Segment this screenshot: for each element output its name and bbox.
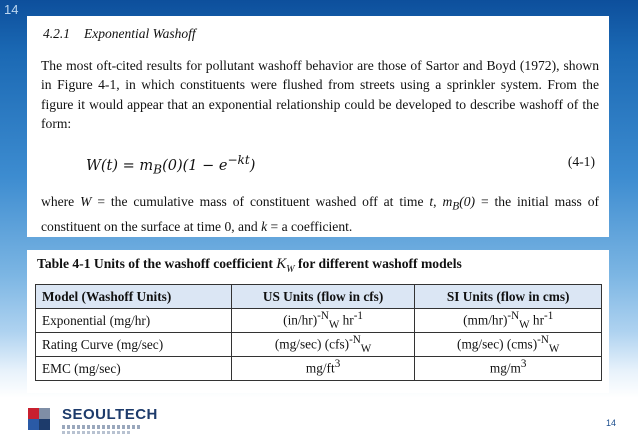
header-model: Model (Washoff Units): [36, 285, 232, 309]
model-cell: EMC (mg/sec): [36, 357, 232, 381]
model-cell: Rating Curve (mg/sec): [36, 333, 232, 357]
header-us-units: US Units (flow in cfs): [231, 285, 415, 309]
section-number: 4.2.1: [43, 26, 70, 41]
equation-rhs: (0)(1 − e: [162, 157, 228, 174]
intro-paragraph: The most oft-cited results for pollutant washoff behavior are those of Sartor and Boyd (1972), shown in Figure 4-1, in which constituents were flushed from streets using a sprinkler system. From the figure it would appear that an exponential relationship could be developed to describe washoff of the form:: [41, 58, 599, 132]
definition-paragraph: where W = the cumulative mass of constituent washed off at time t, $m_B(0)$ = the initial mass of constituent on the surface at time 0, and k = a coefficient.: [41, 194, 600, 235]
model-cell: Exponential (mg/hr): [36, 309, 232, 333]
section-heading: [43, 26, 196, 42]
equation-exponent: −kt: [227, 153, 250, 167]
table-header-row: [36, 285, 602, 309]
section-title: Exponential Washoff: [84, 26, 196, 41]
table-row: [36, 309, 602, 333]
table-row: [36, 333, 602, 357]
equation-close: ): [249, 157, 256, 174]
table-panel: [27, 250, 609, 393]
si-units-cell: $mg/m^3$: [415, 357, 602, 381]
table-caption: [37, 256, 462, 275]
caption-prefix: Table 4-1 Units of the washoff coefficient: [37, 256, 277, 271]
slide-number-bottom: 14: [606, 418, 617, 428]
slide-number-top: 14: [4, 2, 19, 17]
brand-name: SEOULTECH: [62, 406, 158, 423]
brand-tagline-secondary: [62, 431, 132, 434]
caption-symbol: $K_W$: [276, 256, 295, 275]
header-si-units: SI Units (flow in cms): [415, 285, 602, 309]
us-units-cell: $mg/ft^3$: [231, 357, 415, 381]
equation-sub: B: [153, 162, 163, 177]
caption-suffix: for different washoff models: [294, 256, 462, 271]
equation-number: (4-1): [567, 154, 595, 169]
us-units-cell: $(in/hr)^{-N}_W$ $hr^{-1}$: [231, 309, 415, 333]
table-row: [36, 357, 602, 381]
us-units-cell: (mg/sec) (cfs)$^{-N}_W$: [231, 333, 415, 357]
si-units-cell: $(mm/hr)^{-N}_W$ $hr^{-1}$: [415, 309, 602, 333]
si-units-cell: (mg/sec) (cms)$^{-N}_W$: [415, 333, 602, 357]
equation-lhs: W(t) = m: [86, 157, 154, 174]
seoultech-logo-icon: [28, 408, 50, 430]
washoff-units-table: [35, 284, 602, 381]
brand-tagline: [62, 425, 142, 429]
text-panel: [27, 16, 609, 237]
equation: [86, 153, 255, 177]
